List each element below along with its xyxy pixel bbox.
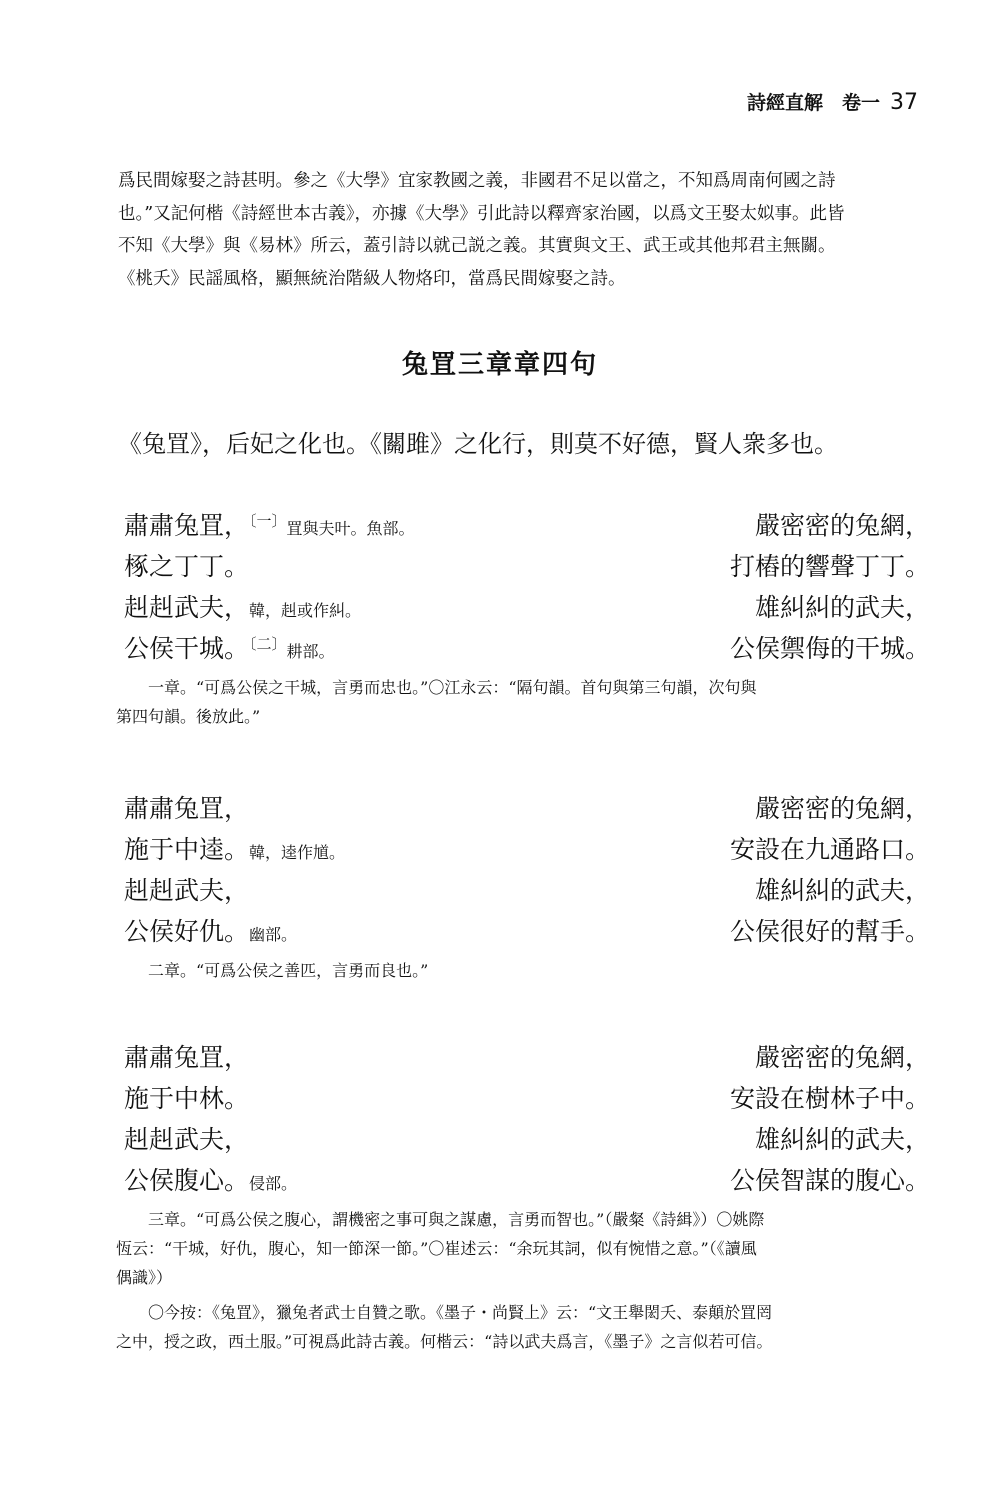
intro-line: 爲民間嫁娶之詩甚明。參之《大學》宜家教國之義，非國君不足以當之，不知爲周南何國之詩 [118,171,836,191]
page-number: 37 [890,90,918,115]
original-verse [124,505,415,549]
closing-commentary [116,1298,930,1356]
original-verse [124,587,361,631]
intro-line: 不知《大學》與《易林》所云，蓋引詩以就己説之義。其實與文王、武王或其他邦君主無關。 [118,236,836,256]
verse-line [124,628,930,669]
translation-verse: 嚴密密的兔網， [754,794,930,823]
original-verse [124,870,249,911]
verse-text: 施于中逵。 [124,835,250,864]
verse-text: 公侯腹心。 [124,1166,250,1195]
original-verse [124,628,335,672]
footnote-marker: 〔一〕 [249,512,287,530]
original-verse [124,1160,297,1204]
verse-text: 赳赳武夫， [124,876,250,905]
rhyme-note: 耕部。 [286,642,335,661]
verse-line [124,1119,930,1160]
translation-verse: 雄糾糾的武夫， [754,876,930,905]
verse-text: 肅肅兔罝， [124,794,250,823]
verse-text: 肅肅兔罝， [124,1043,250,1072]
verse-text: 公侯好仇。 [124,917,250,946]
stanza-3 [116,1037,930,1356]
rhyme-note: 侵部。 [249,1174,298,1193]
footnote-marker: 〔二〕 [249,635,287,653]
translation-verse: 嚴密密的兔網， [754,511,930,540]
rhyme-note: 韓，逵作馗。 [249,843,346,862]
verse-line [124,587,930,628]
translation-verse: 雄糾糾的武夫， [754,1125,930,1154]
translation-verse: 安設在樹林子中。 [729,1084,930,1113]
verse-line [124,1160,930,1201]
verse-line [124,829,930,870]
translation-verse: 雄糾糾的武夫， [754,593,930,622]
verse-line [124,546,930,587]
verse-line [124,788,930,829]
running-header [747,88,918,115]
rhyme-note: 韓，赳或作糾。 [249,601,362,620]
commentary-line: 〇今按：《兔罝》，獵兔者武士自贊之歌。《墨子・尚賢上》云：“文王舉閎夭、泰顛於罝罔 [148,1303,773,1322]
rhyme-note: 罝與夫叶。魚部。 [286,519,415,538]
rhyme-note: 幽部。 [249,925,298,944]
stanza-2 [124,788,930,985]
commentary-line: 之中，授之政，西土服。”可視爲此詩古義。何楷云：“詩以武夫爲言，《墨子》之言似若可信。 [116,1332,773,1351]
verse-text: 公侯干城。 [124,634,250,663]
verse-text: 肅肅兔罝， [124,511,250,540]
book-title: 詩經直解 卷一 [746,92,880,114]
commentary-line: 恆云：“干城，好仇，腹心，知一節深一節。”〇崔述云：“余玩其詞，似有惋惜之意。”（《讀風 [116,1239,757,1258]
original-verse [124,911,297,955]
stanza-1 [116,505,930,731]
translation-verse: 嚴密密的兔網， [754,1043,930,1072]
verse-line [124,1037,930,1078]
original-verse [124,546,249,587]
verse-line [124,870,930,911]
original-verse [124,1078,249,1119]
translation-verse: 公侯禦侮的干城。 [729,634,930,663]
verse-text: 椓之丁丁。 [124,552,250,581]
stanza-commentary [116,1205,930,1292]
original-verse [124,788,249,829]
stanza-commentary [116,673,930,731]
poem-preface: 《兔罝》，后妃之化也。《關雎》之化行，則莫不好德，賢人衆多也。 [118,430,838,458]
original-verse [124,1119,249,1160]
translation-verse: 公侯智謀的腹心。 [729,1166,930,1195]
commentary-line: 二章。“可爲公侯之善匹，言勇而良也。” [148,961,429,980]
translation-verse: 公侯很好的幫手。 [729,917,930,946]
original-verse [124,829,345,873]
intro-line: 也。”又記何楷《詩經世本古義》，亦據《大學》引此詩以釋齊家治國，以爲文王娶太姒事。此皆 [118,203,845,224]
intro-line: 《桃夭》民謡風格，顯無統治階級人物烙印，當爲民間嫁娶之詩。 [118,268,626,289]
translation-verse: 安設在九通路口。 [729,835,930,864]
verse-text: 赳赳武夫， [124,1125,250,1154]
original-verse [124,1037,249,1078]
verse-line [124,1078,930,1119]
verse-line [124,911,930,952]
verse-text: 施于中林。 [124,1084,250,1113]
verse-text: 赳赳武夫， [124,593,250,622]
stanza-commentary [116,956,930,985]
translation-verse: 打樁的響聲丁丁。 [729,552,930,581]
commentary-line: 一章。“可爲公侯之干城，言勇而忠也。”〇江永云：“隔句韻。首句與第三句韻，次句與 [148,678,757,697]
intro-paragraph [118,165,928,295]
commentary-line: 偶識》） [116,1268,173,1287]
commentary-line: 第四句韻。後放此。” [116,707,261,726]
commentary-line: 三章。“可爲公侯之腹心，謂機密之事可與之謀慮，言勇而智也。”（嚴粲《詩緝》）〇姚際 [148,1210,765,1229]
poem-title: 兔罝三章章四句 [401,350,598,380]
verse-line [124,505,930,546]
